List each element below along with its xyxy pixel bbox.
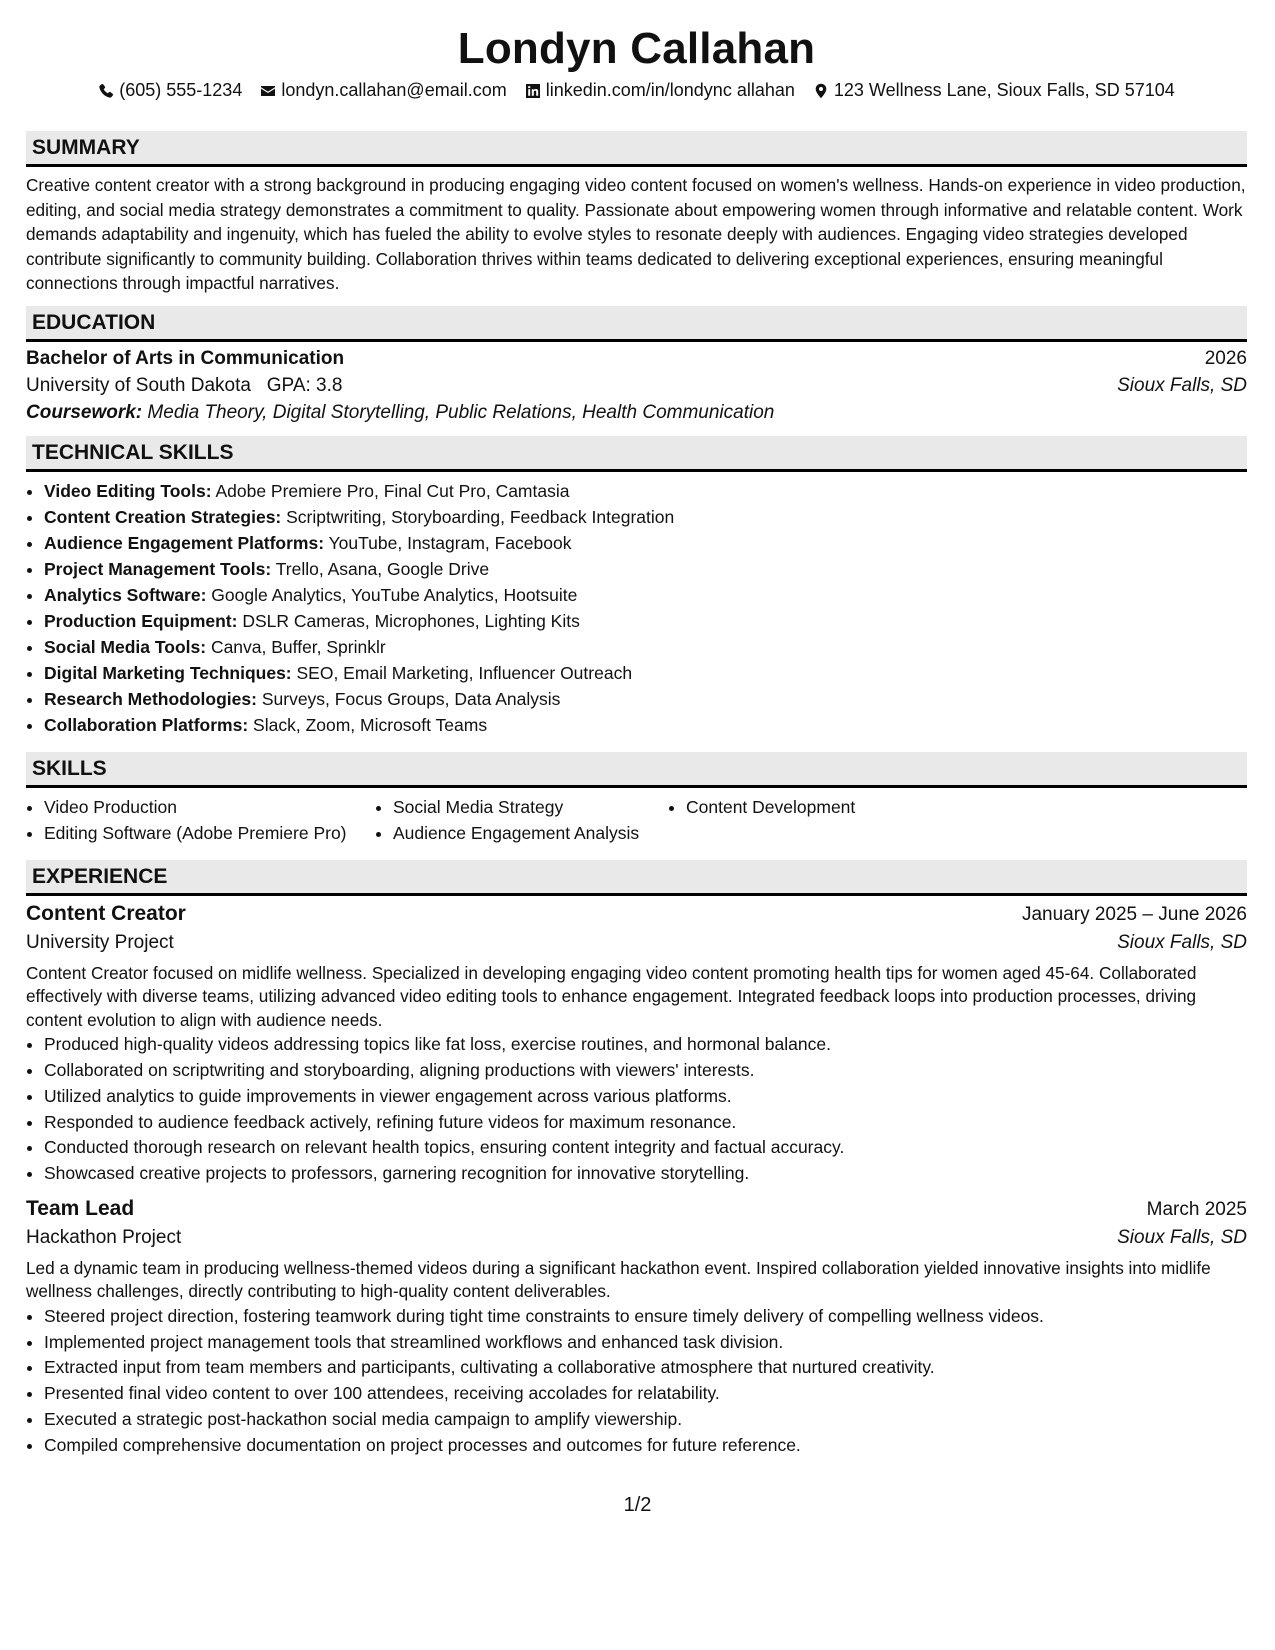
list-item: • Audience Engagement Analysis [393, 820, 668, 846]
email-text[interactable]: londyn.callahan@email.com [281, 80, 507, 100]
education-school-row [26, 375, 1247, 397]
list-item [44, 686, 1247, 712]
list-item [44, 582, 1247, 608]
job-org-row [26, 932, 1247, 954]
envelope-icon [260, 83, 276, 99]
degree-title: Bachelor of Arts in Communication [26, 347, 345, 369]
phone-text: (605) 555-1234 [119, 80, 243, 100]
skill-values: Adobe Premiere Pro, Final Cut Pro, Camtasia [211, 480, 570, 501]
list-item: • Content Development [686, 794, 968, 820]
experience-heading: EXPERIENCE [26, 860, 1247, 896]
job-description: Led a dynamic team in producing wellness-themed videos during a significant hackathon event. Inspired collaboration yielded innovative insights into midlife wellness challenges, directly contributing to high-quality content deliverables. [26, 1257, 1211, 1302]
list-item: • Presented final video content to over 100 attendees, receiving accolades for relatability. [44, 1381, 1247, 1407]
list-item [44, 660, 1247, 686]
contact-bar [26, 80, 1247, 101]
job-bullets [26, 1304, 1247, 1459]
list-item: • Implemented project management tools that streamlined workflows and enhanced task division. [44, 1330, 1247, 1356]
list-item [44, 608, 1247, 634]
job-dates: January 2025 – June 2026 [1021, 903, 1247, 925]
summary-heading: SUMMARY [26, 131, 1247, 167]
page-number: 1/2 [623, 1494, 652, 1516]
skills-section [26, 752, 1247, 846]
list-item [44, 478, 1247, 504]
list-item: • Editing Software (Adobe Premiere Pro) [44, 820, 375, 846]
skill-values: YouTube, Instagram, Facebook [324, 532, 572, 553]
job-title: Content Creator [26, 901, 186, 925]
list-item: • Steered project direction, fostering teamwork during tight time constraints to ensure timely delivery of compelling wellness videos. [44, 1304, 1247, 1330]
list-item: • Executed a strategic post-hackathon social media campaign to amplify viewership. [44, 1407, 1247, 1433]
skill-category: Collaboration Platforms: [44, 714, 249, 735]
linkedin-text[interactable]: linkedin.com/in/londync allahan [545, 80, 795, 100]
skill-category: Project Management Tools: [44, 558, 272, 579]
graduation-year: 2026 [1204, 347, 1247, 369]
skill-values: Slack, Zoom, Microsoft Teams [248, 714, 488, 735]
job-location: Sioux Falls, SD [1117, 931, 1247, 953]
skill-category: Production Equipment: [44, 610, 238, 631]
contact-address [813, 80, 1175, 101]
job-location: Sioux Falls, SD [1117, 1226, 1247, 1248]
list-item: • Utilized analytics to guide improvements in viewer engagement across various platforms. [44, 1084, 1247, 1110]
list-item [44, 634, 1247, 660]
list-item: • Produced high-quality videos addressing topics like fat loss, exercise routines, and hormonal balance. [44, 1032, 1247, 1058]
list-item: • Compiled comprehensive documentation on project processes and outcomes for future reference. [44, 1433, 1247, 1459]
skills-column [26, 794, 375, 846]
summary-text: Creative content creator with a strong background in producing engaging video content focused on women's wellness. Hands-on experience in video production, editing, and social media strategy demonstrates a commitment to quality. Passionate about empowering women through informative and relatable content. Work demands adaptability and ingenuity, which has fueled the ability to evolve styles to resonate deeply with audiences. Engaging video strategies developed contribute significantly to community building. Collaboration thrives within teams dedicated to delivering exceptional experiences, ensuring meaningful connections through impactful narratives. [26, 175, 1246, 294]
skill-values: Scriptwriting, Storyboarding, Feedback Integration [281, 506, 675, 527]
list-item: • Video Production [44, 794, 375, 820]
coursework-label: Coursework: [26, 401, 143, 423]
skill-category: Social Media Tools: [44, 636, 207, 657]
job-title: Team Lead [26, 1196, 135, 1220]
summary-section [26, 131, 1247, 296]
job-organization: Hackathon Project [26, 1226, 182, 1248]
skill-values: DSLR Cameras, Microphones, Lighting Kits [237, 610, 580, 631]
technical-skills-section [26, 436, 1247, 738]
skill-category: Analytics Software: [44, 584, 207, 605]
contact-linkedin[interactable] [525, 80, 795, 101]
list-item: • Responded to audience feedback actively, refining future videos for maximum resonance. [44, 1110, 1247, 1136]
education-heading: EDUCATION [26, 306, 1247, 342]
skill-category: Video Editing Tools: [44, 480, 212, 501]
list-item: • Collaborated on scriptwriting and storyboarding, aligning productions with viewers' interests. [44, 1058, 1247, 1084]
skill-category: Digital Marketing Techniques: [44, 662, 292, 683]
list-item: • Extracted input from team members and participants, cultivating a collaborative atmosphere that nurtured creativity. [44, 1355, 1247, 1381]
coursework-list: Media Theory, Digital Storytelling, Public Relations, Health Communication [142, 401, 775, 423]
skill-category: Audience Engagement Platforms: [44, 532, 325, 553]
address-text: 123 Wellness Lane, Sioux Falls, SD 57104 [833, 80, 1175, 100]
technical-skills-list [26, 478, 1247, 738]
candidate-name: Londyn Callahan [457, 24, 816, 73]
list-item [44, 556, 1247, 582]
education-section [26, 306, 1247, 424]
skill-values: Google Analytics, YouTube Analytics, Hootsuite [206, 584, 578, 605]
phone-icon [98, 83, 114, 99]
education-degree-row [26, 348, 1247, 370]
contact-phone [98, 80, 242, 101]
experience-section [26, 860, 1247, 1459]
list-item: • Conducted thorough research on relevant health topics, ensuring content integrity and factual accuracy. [44, 1135, 1247, 1161]
skills-heading: SKILLS [26, 752, 1247, 788]
school-and-gpa: University of South Dakota GPA: 3.8 [26, 374, 343, 396]
list-item: • Social Media Strategy [393, 794, 668, 820]
skill-values: Canva, Buffer, Sprinklr [206, 636, 386, 657]
list-item [44, 504, 1247, 530]
map-pin-icon [813, 83, 829, 99]
job-entry [26, 1197, 1247, 1459]
job-org-row [26, 1227, 1247, 1249]
job-description: Content Creator focused on midlife wellness. Specialized in developing engaging video content promoting health tips for women aged 45-64. Collaborated effectively with diverse teams, utilizing advanced video editing tools to enhance engagement. Integrated feedback loops into production processes, driving content evolution to align with audience needs. [26, 962, 1197, 1030]
technical-skills-heading: TECHNICAL SKILLS [26, 436, 1247, 472]
job-title-row [26, 1197, 1247, 1221]
skill-values: SEO, Email Marketing, Influencer Outreach [291, 662, 633, 683]
skills-column [375, 794, 668, 846]
job-dates: March 2025 [1146, 1198, 1247, 1220]
job-title-row [26, 902, 1247, 926]
skill-values: Trello, Asana, Google Drive [271, 558, 490, 579]
skill-category: Content Creation Strategies: [44, 506, 282, 527]
list-item: • Showcased creative projects to professors, garnering recognition for innovative storytelling. [44, 1161, 1247, 1187]
list-item [44, 712, 1247, 738]
school-location: Sioux Falls, SD [1117, 374, 1247, 396]
skills-column [668, 794, 968, 846]
skill-category: Research Methodologies: [44, 688, 257, 709]
coursework-line [26, 402, 1247, 424]
linkedin-icon [525, 83, 541, 99]
job-entry [26, 902, 1247, 1187]
job-organization: University Project [26, 931, 174, 953]
list-item [44, 530, 1247, 556]
job-bullets [26, 1032, 1247, 1187]
skills-grid [26, 794, 1247, 846]
skill-values: Surveys, Focus Groups, Data Analysis [256, 688, 561, 709]
contact-email[interactable] [260, 80, 506, 101]
